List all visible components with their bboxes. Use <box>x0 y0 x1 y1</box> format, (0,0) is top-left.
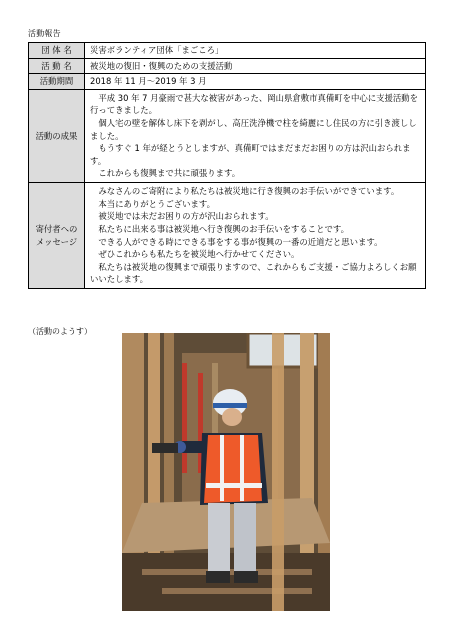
activity-result-label: 活動の成果 <box>29 89 85 182</box>
donor-message-label-line2: メッセージ <box>35 236 78 247</box>
activity-name-value: 被災地の復旧・復興のための支援活動 <box>85 58 426 74</box>
message-paragraph: 私たちは被災地の復興まで頑張りますので、これからもご支援・ご協力よろしくお願いいたします。 <box>90 261 417 285</box>
message-paragraph: 被災地では未だお困りの方が沢山おられます。 <box>90 211 274 222</box>
activity-report-table <box>28 42 426 289</box>
activity-period-value: 2018 年 11 月～2019 年 3 月 <box>85 74 426 90</box>
activity-photo <box>122 333 330 611</box>
message-paragraph: 私たちに出来る事は被災地へ行き復興のお手伝いをすることです。 <box>90 223 349 234</box>
result-paragraph: もうすぐ 1 年が経とうとしますが、真備町ではまだまだお困りの方は沢山おられます。 <box>90 143 411 166</box>
activity-period-label: 活動期間 <box>29 74 85 90</box>
message-paragraph: ぜひこれからも私たちを被災地へ行かせてください。 <box>90 249 300 260</box>
message-paragraph: できる人ができる時にできる事をする事が復興の一番の近道だと思います。 <box>90 236 383 247</box>
donor-message-label-line1: 寄付者への <box>35 223 78 234</box>
activity-result-text <box>85 89 426 182</box>
result-paragraph: これからも復興まで共に頑張ります。 <box>90 168 241 179</box>
group-name-label: 団 体 名 <box>29 43 85 59</box>
activity-name-label: 活 動 名 <box>29 58 85 74</box>
photo-section-caption: （活動のようす） <box>28 327 92 336</box>
page-title: 活動報告 <box>28 29 61 38</box>
group-name-value: 災害ボランティア団体「まごころ」 <box>85 43 426 59</box>
message-paragraph: みなさんのご寄附により私たちは被災地に行き復興のお手伝いができています。 <box>90 186 400 197</box>
donor-message-text <box>85 183 426 289</box>
message-paragraph: 本当にありがとうございます。 <box>90 198 215 209</box>
result-paragraph: 平成 30 年 7 月豪雨で甚大な被害があった、岡山県倉敷市真備町を中心に支援活動を行ってきました。 <box>90 92 419 116</box>
result-paragraph: 個人宅の壁を解体し床下を剥がし、高圧洗浄機で柱を綺麗にし住民の方に引き渡ししました。 <box>90 118 417 141</box>
donor-message-label <box>29 183 85 289</box>
